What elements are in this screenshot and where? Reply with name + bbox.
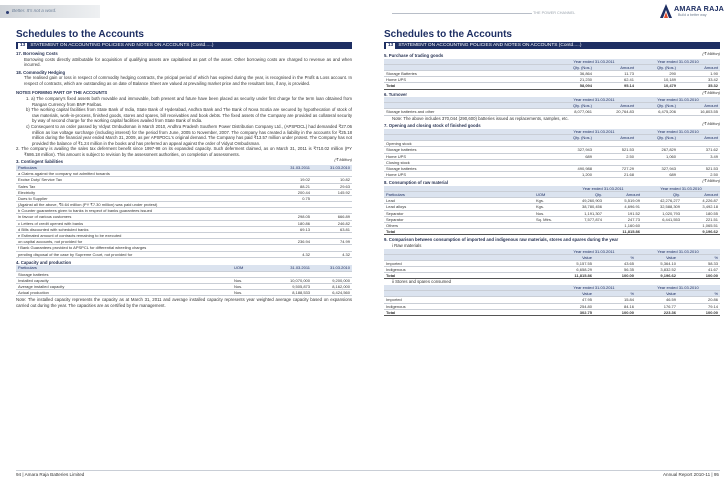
table-cell: 58,094 [552,83,594,89]
page-title: Schedules to the Accounts [384,29,512,40]
section-title: STATEMENT ON ACCOUNTING POLICIES AND NOTES ON ACCOUNTS (Contd.....) [30,43,214,48]
table-cell: Dues to Supplier [16,195,272,201]
table-header: % [678,254,720,260]
capacity-note: Note: The installed capacity represents the capacity as at March 31, 2011 and average installed capacity represents year weighted average capacity based on expansions carried out during the year. The capacities are as certified by the management. [16,297,352,308]
table-cell: 298.05 [272,214,312,220]
table-cell: Opening stock [384,141,552,147]
table-cell: 38,780,456 [564,204,604,210]
table-header: Amount [682,192,720,198]
table-cell: 1,191,307 [564,210,604,216]
section-bar [16,42,352,49]
table-cell: 15.84 [594,297,636,303]
table-cell: 21,230 [552,77,594,83]
logo-icon [660,4,672,18]
table-cell: Kgs. [534,198,564,204]
raw-materials-comparison-table [384,249,720,280]
table-cell: 56.35 [594,267,636,273]
subheading-stores-spares: ii Stores and spares consumed [392,279,451,285]
table-row [384,229,720,235]
table-cell: Indigenous [384,267,552,273]
table-cell: 2.50 [594,153,636,159]
capacity-table [16,265,352,296]
table-header: Qty. (Nos.) [552,135,594,141]
table-cell: 9,505,873 [272,283,312,289]
table-cell: 95.14 [594,83,636,89]
table-cell: 20,764.83 [594,109,636,115]
table-cell: 8,188,533 [272,290,312,296]
table-cell: c Letters of credit opened with banks [16,220,272,226]
table-cell: 47.95 [552,297,594,303]
table-header: Year ended 31.03.2011 [564,186,642,192]
header-slogan: Better. It's not a word. [12,8,57,13]
company-logo [660,4,724,20]
table-cell: 7,577,874 [564,216,604,222]
table-cell: 32,588,309 [642,204,682,210]
table-cell: 3,492.18 [682,204,720,210]
table-cell: 267,829 [636,147,678,153]
table-cell: Home UPS [384,77,552,83]
contingent-table [16,165,352,258]
note-1c: c) Consequent to an order passed by Vidyut Ombudsman in March 2010, Andhra Pradesh Southern Power Distribution Company Ltd., (APSPDCL) had demanded ₹27.06 million as low voltage surcharge (including interest) for the period from June, 2005 to November, 2007. The company has created a liability in the accounts for ₹25.18 million during the financial year ended March 31, 2009, as per APSPDCL's original demand. The Company has paid ₹13.57 million under protest. The Company has not provided the balance of ₹1.24 million in the books and has preferred an appeal against the order of Vidyut Ombudsman. [26,123,352,146]
table-header: Year ended 31.03.2011 [552,97,636,103]
table-cell: on capital accounts, not provided for [16,239,272,245]
table-cell: 371.62 [678,147,720,153]
table-header: Year ended 31.03.2011 [552,285,636,291]
table-header: Qty. (Nos.) [552,64,594,70]
table-cell: 666.89 [312,214,352,220]
para-borrowing-costs: Borrowing costs directly attributable for acquisition of qualifying assets are capitalised as part of the asset. Other borrowing costs are charged to revenue as and when incurred. [24,56,352,68]
unit-label: (₹ Million) [702,89,720,95]
table-cell: Storage batteries and other [384,109,552,115]
table-header: Year ended 31.03.2011 [552,59,636,65]
table-cell: 4.32 [272,251,312,257]
table-cell: 4,226.87 [682,198,720,204]
table-header: % [678,291,720,297]
table-cell: 5,157.55 [552,260,594,266]
table-header: Value [636,254,678,260]
table-cell: Imported [384,260,552,266]
table-cell [534,229,564,235]
table-cell: f Bank Guarantees provided to APSPCL for differential wheeling charges [16,245,272,251]
table-header: Year ended 31.03.2010 [636,249,720,255]
table-cell: Imported [384,297,552,303]
left-page [16,28,352,308]
table-header: Amount [678,135,720,141]
page-header [0,0,728,22]
table-cell: Lead [384,198,534,204]
unit-label: (₹ Million) [702,121,720,127]
table-cell: 10.82 [312,177,352,183]
table-cell: 1,020,793 [642,210,682,216]
table-cell: 191.52 [604,210,642,216]
table-cell: 100.00 [594,309,636,315]
right-page [384,28,720,316]
table-cell: Nos. [534,210,564,216]
table-cell: Nos. [232,290,272,296]
table-cell: Electricity [16,189,272,195]
table-header: Qty. [642,192,682,198]
table-cell: Others [384,223,534,229]
table-header: 31.03.2011 [272,165,312,171]
table-cell: 41.67 [678,267,720,273]
note-2: 2. The company is availing the sales tax deferment benefit since 1997-98 on its expanded capacity. Such deferment claimed, as on March 31, 2011 is ₹710.02 million (PY ₹686.18 million). This amount is subject to revision by the assessment authorities, on completion of assessments. [16,146,352,157]
heading-capacity: 4. Capacity and production [16,259,72,265]
table-header: Value [552,291,594,297]
table-cell: Excise Duty/ Service Tax [16,177,272,183]
table-cell: in favour of various customers [16,214,272,220]
heading-raw-material: 8. Consumption of raw material [384,180,448,186]
table-cell: 689 [636,172,678,178]
table-cell: 63.81 [312,226,352,232]
table-cell: 5,519.09 [604,198,642,204]
table-cell: 43.65 [594,260,636,266]
table-cell: (Against all the above, ₹5.64 million (PY ₹7.30 million) was paid under protest) [16,202,272,208]
table-cell: 20.86 [678,297,720,303]
heading-contingent: 3. Contingent liabilities [16,159,64,165]
table-cell: Home UPS [384,172,552,178]
table-cell: 10,479 [636,83,678,89]
note-1a: 1. a) The company's fixed assets both movable and immovable, both present and future have been placed as security under first charge for the term loan obtained from Rangan Currency from BNP Paribas. [26,96,352,107]
heading-turnover: 6. Turnover [384,91,408,97]
table-cell: 46.59 [636,297,678,303]
table-header: Amount [604,192,642,198]
logo-tagline: Build a better way [678,13,707,17]
table-cell: 10,189 [636,77,678,83]
table-header: % [594,254,636,260]
table-header: Particulars [16,165,272,171]
table-cell: 4,696.91 [604,204,642,210]
table-cell: 100.00 [678,273,720,279]
table-header: Year ended 31.03.2010 [636,129,720,135]
table-cell: Separator [384,210,534,216]
table-header: % [594,291,636,297]
table-cell: 74.99 [312,239,352,245]
table-cell: b Counter guarantees given to banks in respect of banks guarantees issued [16,208,272,214]
table-cell: 327,943 [552,147,594,153]
heading-notes: NOTES FORMING PART OF THE ACCOUNTS [16,90,108,96]
table-header: Amount [594,103,636,109]
page-title: Schedules to the Accounts [16,29,144,40]
table-cell: 6,658.29 [552,267,594,273]
table-cell: 35.32 [678,83,720,89]
heading-comparison: 9. Comparison between consumption of imported and indigenous raw materials, stores and spares during the year [384,237,619,243]
table-cell: 11.73 [594,70,636,76]
table-cell: 29.63 [312,183,352,189]
table-cell: 689 [552,153,594,159]
table-header: Year ended 31.03.2011 [552,129,636,135]
table-header: Year ended 31.03.2010 [642,186,720,192]
table-header: Value [552,254,594,260]
table-cell: Storage batteries [16,271,232,277]
table-cell: 6,424,560 [312,290,352,296]
table-cell: 223.36 [636,309,678,315]
table-header: Particulars [384,192,534,198]
table-cell: 1,065.51 [682,223,720,229]
table-cell: 9,200,000 [312,277,352,283]
table-cell: a Claims against the company not admitted towards [16,171,272,177]
heading-commodity-hedging: 18. Commodity Hedging [16,69,66,75]
table-row [384,109,720,115]
table-cell: 200.44 [272,189,312,195]
table-cell: Total [384,309,552,315]
table-header: Particulars [16,265,232,271]
stores-spares-table [384,285,720,316]
trading-goods-table [384,59,720,90]
table-cell: 49,260,903 [564,198,604,204]
table-cell: 6,475,206 [636,109,678,115]
table-cell: 180.55 [682,210,720,216]
table-cell: 58.33 [678,260,720,266]
table-cell: Storage Batteries [384,70,552,76]
section-title: STATEMENT ON ACCOUNTING POLICIES AND NOTES ON ACCOUNTS (Contd.....) [398,43,582,48]
table-cell: Nos. [232,283,272,289]
section-number: 13 [388,43,394,48]
subheading-raw-materials: i Raw materials [392,242,422,248]
table-header: Amount [594,135,636,141]
table-cell: 521.53 [678,165,720,171]
table-header: UOM [232,265,272,271]
table-cell: Separator [384,216,534,222]
table-cell: 246.82 [312,220,352,226]
table-cell: 221.51 [682,216,720,222]
table-cell: 10,070,000 [272,277,312,283]
table-cell: 69.13 [272,226,312,232]
table-cell: 145.92 [312,189,352,195]
table-row [384,273,720,279]
stock-table [384,129,720,179]
table-header: Year ended 31.03.2010 [636,59,720,65]
table-cell: 490,988 [552,165,594,171]
table-cell: 5,364.10 [636,260,678,266]
table-cell: 3,832.52 [636,267,678,273]
heading-borrowing-costs: 17. Borrowing Costs [16,51,58,56]
table-cell: 6,441,553 [642,216,682,222]
table-cell: Indigenous [384,303,552,309]
table-header: Amount [678,103,720,109]
table-cell: 3.49 [678,153,720,159]
table-cell: 100.00 [678,309,720,315]
table-cell: 88.21 [272,183,312,189]
table-header: Amount [678,64,720,70]
table-cell: Sq. Mtrs. [534,216,564,222]
table-cell: Home UPS [384,153,552,159]
table-cell: 42,276,277 [642,198,682,204]
table-cell: 84.16 [594,303,636,309]
unit-label: (₹ Million) [334,157,352,163]
heading-stock: 7. Opening and closing stock of finished goods [384,123,481,129]
table-cell: 180.86 [272,220,312,226]
table-cell: 33.42 [678,77,720,83]
table-cell: 1,060 [636,153,678,159]
table-header: Qty. (Nos.) [636,135,678,141]
table-header: 31.03.2011 [272,265,312,271]
unit-label: (₹ Million) [702,178,720,184]
table-cell: 247.73 [604,216,642,222]
logo-name: AMARA RAJA [674,4,725,13]
footer-rule [16,470,720,471]
table-cell: 0.75 [272,195,312,201]
table-cell: 11,815.86 [604,229,642,235]
table-cell: Average installed capacity [16,283,232,289]
table-header: Amount [594,64,636,70]
note-1b: b) The working capital facilities from State Bank of India, State Bank of Hyderabad, Andhra Bank and The Bank of Nova Scotia are secured by hypothecation of stock of raw materials, work-in-process, finished goods, stores and spares, bill receivables and book debts. The fixed assets of the Company are provided as collateral security by way of second charge for the working capital facilities availed from State Bank of India. [26,107,352,124]
table-cell: 254.80 [552,303,594,309]
table-cell: 176.77 [636,303,678,309]
table-cell: 62.41 [594,77,636,83]
table-cell: Nos. [232,277,272,283]
raw-material-table [384,186,720,236]
header-channel: THE POWER CHANNEL [533,11,576,15]
table-row [384,172,720,178]
table-cell: Total [384,229,534,235]
turnover-table [384,97,720,116]
footer-right: Annual Report 2010-11 | 95 [662,472,719,477]
header-rule [392,13,532,14]
table-cell: 8,162,000 [312,283,352,289]
table-cell: 79.14 [678,303,720,309]
table-cell: Sales Tax [16,183,272,189]
table-cell: pending disposal of the case by Supreme Court, not provided for [16,251,272,257]
table-cell: 1.90 [678,70,720,76]
table-row [16,251,352,257]
section-number: 13 [20,43,26,48]
table-cell: Lead alloys [384,204,534,210]
table-cell: Total [384,273,552,279]
table-cell: 521.53 [594,147,636,153]
table-row [384,309,720,315]
table-header: Year ended 31.03.2011 [552,249,636,255]
table-cell: d Bills discounted with scheduled banks [16,226,272,232]
table-header: Qty. (Nos.) [636,103,678,109]
table-cell: Kgs. [534,204,564,210]
table-cell: Closing stock [384,159,552,165]
table-cell: 36,864 [552,70,594,76]
table-header: UOM [534,192,564,198]
table-header: Year ended 31.03.2010 [636,97,720,103]
table-cell: 100.00 [594,273,636,279]
heading-trading-goods: 5. Purchase of trading goods [384,53,444,58]
table-header: Qty. (Nos.) [636,64,678,70]
table-cell [564,229,604,235]
table-cell: 1,160.60 [604,223,642,229]
table-header: Value [636,291,678,297]
table-header: Qty. [564,192,604,198]
bullet-icon [6,11,9,14]
table-header: Qty. (Nos.) [552,103,594,109]
table-cell: 1,200 [552,172,594,178]
table-cell: 11,815.86 [552,273,594,279]
table-cell: 8,077,061 [552,109,594,115]
table-header: 31.03.2010 [312,165,352,171]
section-bar [384,42,720,49]
table-cell: Actual production [16,290,232,296]
table-cell: 4.32 [312,251,352,257]
table-cell: 236.94 [272,239,312,245]
table-row [16,290,352,296]
table-cell: Storage batteries [384,165,552,171]
table-cell: Installed capacity [16,277,232,283]
table-cell: 290 [636,70,678,76]
para-commodity-hedging: The realised gain or loss in respect of commodity hedging contracts, the pricipal period of which has expired during the year, is recognised in the Profit & Loss account. In respect of contracts, which are outstanding as on date of Balance Sheet are valued at prevailing market price and the resultant loss, if any, is provided. [24,75,352,86]
table-row [384,83,720,89]
table-cell: e Estimated amount of contracts remaining to be executed [16,233,272,239]
table-cell: Total [384,83,552,89]
unit-label: (₹ Million) [702,51,720,56]
table-cell: 727.29 [594,165,636,171]
table-cell: 9,196.62 [636,273,678,279]
turnover-note: Note: The above includes 370,044 (290,600) batteries issued as replacements, samples, etc. [392,115,569,121]
table-cell: 16,803.55 [678,109,720,115]
table-cell: 327,943 [636,165,678,171]
table-cell: 19.02 [272,177,312,183]
table-cell [642,229,682,235]
table-cell: 21.68 [594,172,636,178]
table-header: 31.03.2010 [312,265,352,271]
footer-left: 94 | Amara Raja Batteries Limited [16,472,85,477]
table-cell: 2.50 [678,172,720,178]
table-header: Year ended 31.03.2010 [636,285,720,291]
table-cell: 302.75 [552,309,594,315]
table-cell: Storage batteries [384,147,552,153]
table-cell: 9,196.62 [682,229,720,235]
